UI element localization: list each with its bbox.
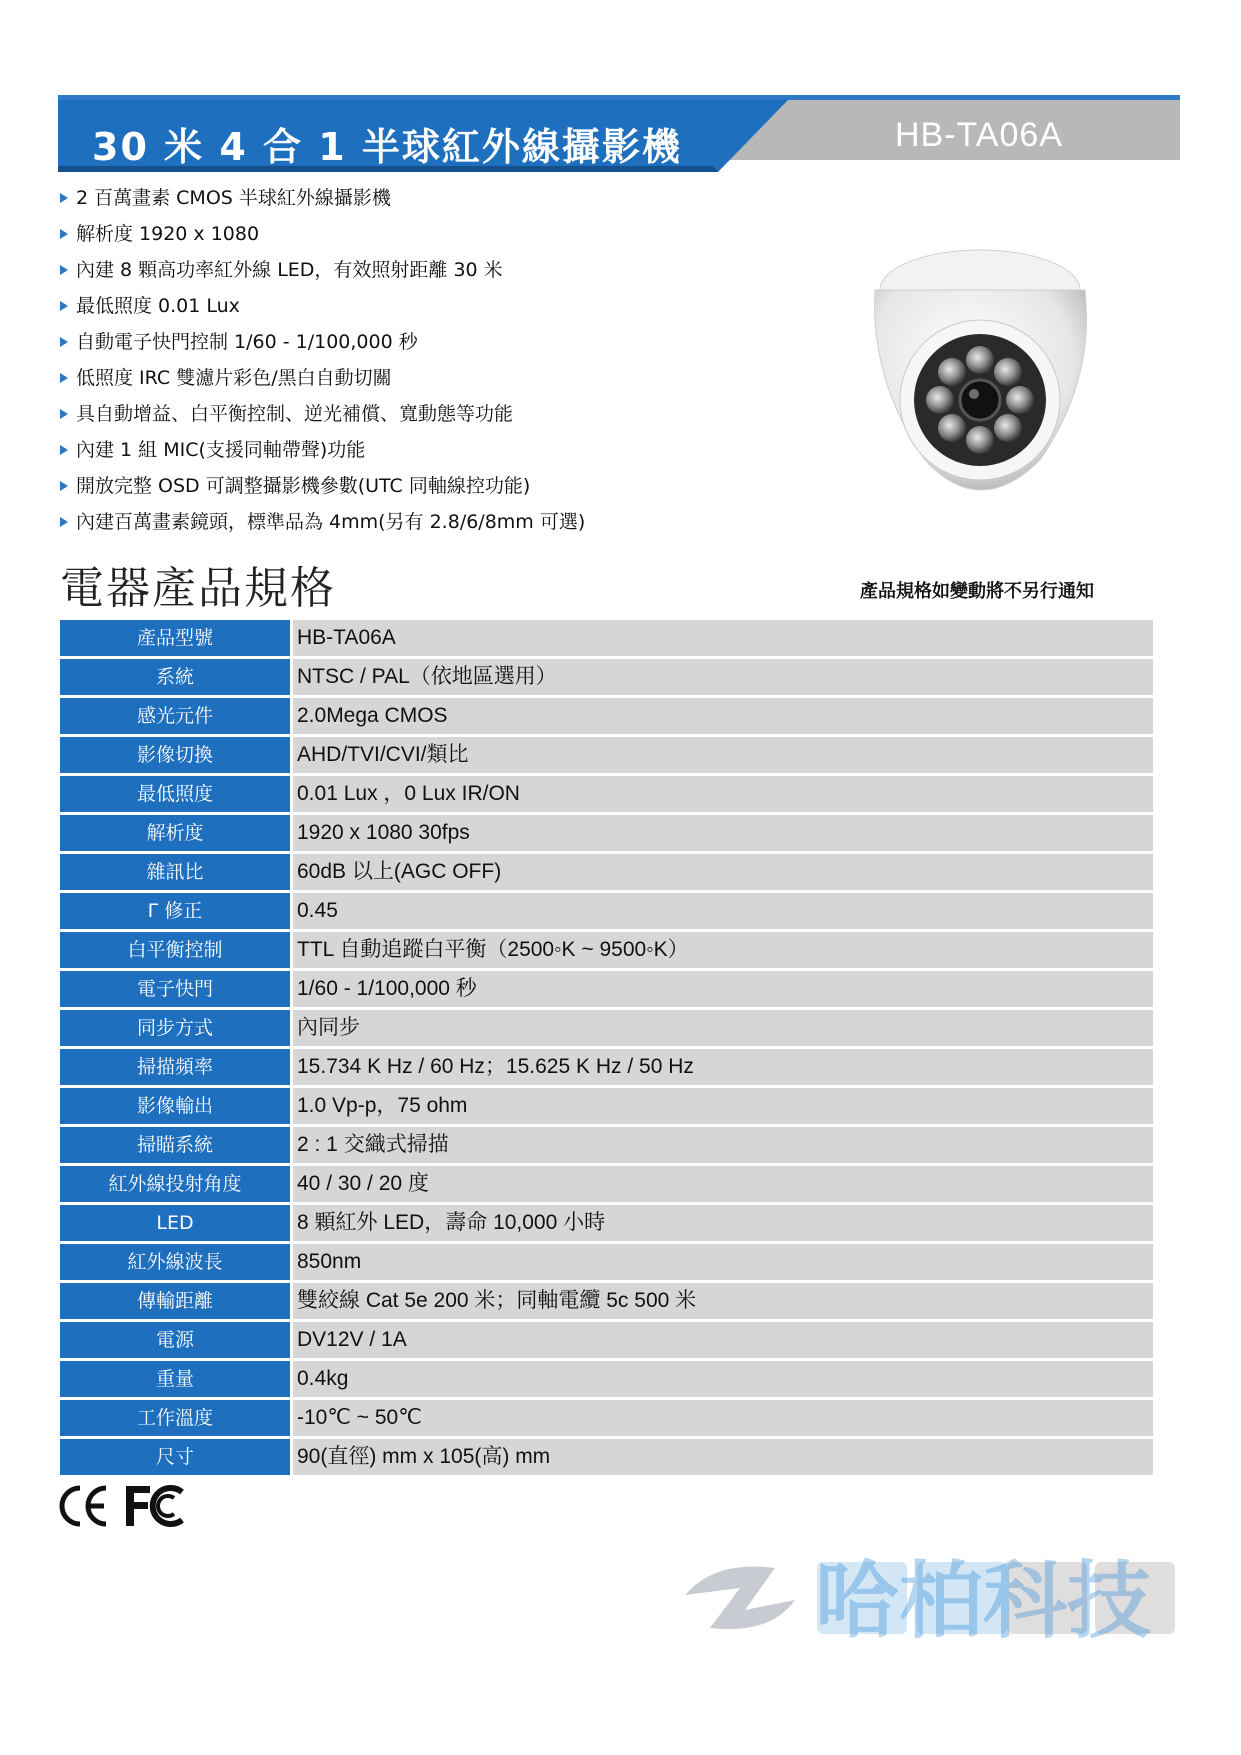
spec-row (60, 815, 1153, 851)
spec-value: 2 : 1 交織式掃描 (293, 1127, 1153, 1163)
spec-label: 紅外線投射角度 (60, 1166, 290, 1202)
spec-label: 影像切換 (60, 737, 290, 773)
feature-item: 具自動增益、白平衡控制、逆光補償、寬動態等功能 (58, 399, 585, 435)
spec-row (60, 1400, 1153, 1436)
spec-row (60, 1010, 1153, 1046)
spec-label: 產品型號 (60, 620, 290, 656)
spec-row (60, 1088, 1153, 1124)
spec-label: 同步方式 (60, 1010, 290, 1046)
spec-label: LED (60, 1205, 290, 1241)
spec-value: 0.4kg (293, 1361, 1153, 1397)
svg-text:哈柏科技: 哈柏科技 (815, 1552, 1152, 1650)
spec-label: 解析度 (60, 815, 290, 851)
spec-value: HB-TA06A (293, 620, 1153, 656)
bullet-arrow-icon (60, 517, 68, 527)
spec-row (60, 971, 1153, 1007)
bullet-arrow-icon (60, 229, 68, 239)
bullet-arrow-icon (60, 409, 68, 419)
spec-section-heading: 電器產品規格 (60, 563, 336, 614)
bullet-arrow-icon (60, 373, 68, 383)
spec-value: 40 / 30 / 20 度 (293, 1166, 1153, 1202)
dome-camera-image (830, 230, 1130, 530)
spec-value: 8 顆紅外 LED，壽命 10,000 小時 (293, 1205, 1153, 1241)
spec-row (60, 1205, 1153, 1241)
spec-row (60, 1049, 1153, 1085)
page-title: 30 米 4 合 1 半球紅外線攝影機 (92, 125, 682, 169)
certification-logos (58, 1482, 188, 1534)
bullet-arrow-icon (60, 301, 68, 311)
spec-label: 電源 (60, 1322, 290, 1358)
spec-row (60, 1322, 1153, 1358)
spec-table (60, 620, 1153, 1478)
feature-item: 內建 8 顆高功率紅外線 LED，有效照射距離 30 米 (58, 255, 585, 291)
spec-value: 15.734 K Hz / 60 Hz；15.625 K Hz / 50 Hz (293, 1049, 1153, 1085)
spec-row (60, 1361, 1153, 1397)
spec-value: 0.01 Lux ，0 Lux IR/ON (293, 776, 1153, 812)
spec-value: TTL 自動追蹤白平衡（2500◦K ~ 9500◦K） (293, 932, 1153, 968)
spec-row (60, 620, 1153, 656)
brand-logo (675, 1540, 1185, 1650)
spec-change-notice: 產品規格如變動將不另行通知 (860, 581, 1094, 602)
spec-label: 掃瞄系統 (60, 1127, 290, 1163)
spec-label: 工作溫度 (60, 1400, 290, 1436)
spec-label: 系統 (60, 659, 290, 695)
bullet-arrow-icon (60, 481, 68, 491)
spec-label: Γ 修正 (60, 893, 290, 929)
spec-label: 傳輸距離 (60, 1283, 290, 1319)
spec-label: 白平衡控制 (60, 932, 290, 968)
spec-label: 感光元件 (60, 698, 290, 734)
spec-value: 0.45 (293, 893, 1153, 929)
bullet-arrow-icon (60, 445, 68, 455)
spec-value: -10℃ ~ 50℃ (293, 1400, 1153, 1436)
spec-row (60, 1127, 1153, 1163)
spec-value: AHD/TVI/CVI/類比 (293, 737, 1153, 773)
spec-label: 重量 (60, 1361, 290, 1397)
spec-row (60, 737, 1153, 773)
spec-value: 850nm (293, 1244, 1153, 1280)
bullet-arrow-icon (60, 193, 68, 203)
feature-item: 2 百萬畫素 CMOS 半球紅外線攝影機 (58, 183, 585, 219)
spec-row (60, 659, 1153, 695)
feature-item: 內建百萬畫素鏡頭，標準品為 4mm(另有 2.8/6/8mm 可選) (58, 507, 585, 543)
spec-label: 掃描頻率 (60, 1049, 290, 1085)
spec-row (60, 1166, 1153, 1202)
bullet-arrow-icon (60, 337, 68, 347)
swoosh-logo-icon (675, 1540, 1185, 1650)
spec-label: 紅外線波長 (60, 1244, 290, 1280)
spec-label: 雜訊比 (60, 854, 290, 890)
spec-row (60, 776, 1153, 812)
spec-row (60, 893, 1153, 929)
feature-item: 開放完整 OSD 可調整攝影機參數(UTC 同軸線控功能) (58, 471, 585, 507)
feature-item: 內建 1 組 MIC(支援同軸帶聲)功能 (58, 435, 585, 471)
feature-item: 自動電子快門控制 1/60 - 1/100,000 秒 (58, 327, 585, 363)
feature-item: 低照度 IRC 雙濾片彩色/黑白自動切關 (58, 363, 585, 399)
feature-list (58, 183, 585, 543)
spec-label: 影像輸出 (60, 1088, 290, 1124)
spec-row (60, 932, 1153, 968)
feature-item: 解析度 1920 x 1080 (58, 219, 585, 255)
bullet-arrow-icon (60, 265, 68, 275)
spec-value: 雙絞線 Cat 5e 200 米；同軸電纜 5c 500 米 (293, 1283, 1153, 1319)
model-number: HB-TA06A (895, 116, 1063, 154)
spec-value: 60dB 以上(AGC OFF) (293, 854, 1153, 890)
spec-label: 電子快門 (60, 971, 290, 1007)
spec-label: 尺寸 (60, 1439, 290, 1475)
ce-fc-mark-icon (58, 1482, 188, 1530)
spec-value: NTSC / PAL（依地區選用） (293, 659, 1153, 695)
spec-value: 1.0 Vp-p，75 ohm (293, 1088, 1153, 1124)
spec-value: 1/60 - 1/100,000 秒 (293, 971, 1153, 1007)
spec-value: 2.0Mega CMOS (293, 698, 1153, 734)
spec-row (60, 854, 1153, 890)
spec-row (60, 1283, 1153, 1319)
spec-row (60, 1439, 1153, 1475)
spec-label: 最低照度 (60, 776, 290, 812)
spec-value: 1920 x 1080 30fps (293, 815, 1153, 851)
spec-value: 90(直徑) mm x 105(高) mm (293, 1439, 1153, 1475)
spec-value: 內同步 (293, 1010, 1153, 1046)
feature-item: 最低照度 0.01 Lux (58, 291, 585, 327)
spec-row (60, 1244, 1153, 1280)
spec-value: DV12V / 1A (293, 1322, 1153, 1358)
spec-row (60, 698, 1153, 734)
